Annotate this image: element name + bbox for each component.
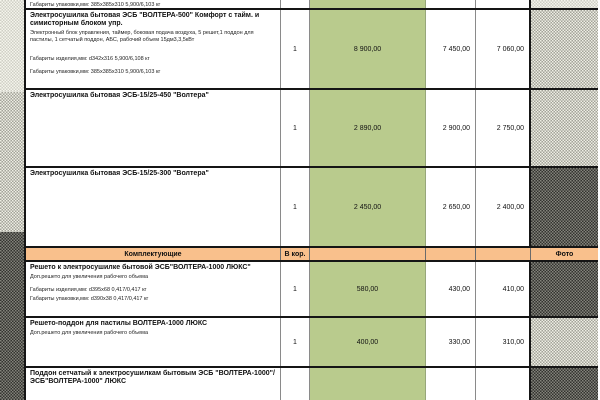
qty-cell [281, 0, 310, 8]
table-row-product [26, 10, 598, 90]
price2-cell: 2 650,00 [426, 168, 476, 246]
section-header-row [26, 248, 598, 262]
product-description-cell [26, 10, 281, 88]
price-green-cell: 2 450,00 [310, 168, 426, 246]
product-description-cell [26, 168, 281, 246]
product-photo [531, 318, 598, 366]
product-photo [531, 10, 598, 88]
product-title: Электросушилка бытовая ЭСБ "ВОЛТЕРА-500" Комфорт с тайм. и симисторным блоком упр. [30, 12, 260, 27]
product-photo [0, 92, 24, 232]
package-dimensions: Габариты упаковки,мм: d390х38 0,417/0,417 кг [30, 295, 149, 302]
product-photo [0, 232, 24, 400]
price-table [26, 0, 598, 400]
section-header-components: Комплектующие [26, 248, 281, 260]
price3-cell: 2 400,00 [476, 168, 531, 246]
product-title: Электросушилка бытовая ЭСБ-15/25-450 "Волтера" [30, 92, 209, 99]
price3-cell [476, 368, 531, 400]
table-row-accessory [26, 262, 598, 318]
product-title: Решето к электросушилке бытовой ЭСБ"ВОЛТЕРА-1000 ЛЮКС" [30, 264, 251, 271]
section-header-empty [476, 248, 531, 260]
table-row-product [26, 168, 598, 248]
price-green-cell [310, 0, 426, 8]
package-dimensions: Габариты упаковки,мм: 385х385х310 5,900/6,103 кг [30, 2, 161, 8]
price2-cell [426, 368, 476, 400]
table-row-product [26, 90, 598, 168]
table-row-partial [26, 0, 598, 10]
product-title: Решето-поддон для пастилы ВОЛТЕРА-1000 ЛЮКС [30, 320, 208, 327]
price3-cell: 410,00 [476, 262, 531, 316]
section-header-photo: Фото [531, 248, 598, 260]
price3-cell [476, 0, 531, 8]
price-green-cell: 400,00 [310, 318, 426, 366]
qty-cell: 1 [281, 90, 310, 166]
qty-cell: 1 [281, 262, 310, 316]
product-description-cell [26, 0, 281, 8]
product-dimensions: Габариты изделия,мм: d342х316 5,900/6,108 кг [30, 56, 150, 62]
section-header-empty [310, 248, 426, 260]
section-header-per-box: В кор. [281, 248, 310, 260]
price3-cell: 7 060,00 [476, 10, 531, 88]
price2-cell: 2 900,00 [426, 90, 476, 166]
qty-cell: 1 [281, 318, 310, 366]
price-green-cell: 8 900,00 [310, 10, 426, 88]
price2-cell: 330,00 [426, 318, 476, 366]
price-green-cell: 2 890,00 [310, 90, 426, 166]
price-green-cell [310, 368, 426, 400]
product-photo [0, 0, 24, 92]
section-header-empty [426, 248, 476, 260]
qty-cell: 1 [281, 168, 310, 246]
product-description: Электронный блок управления, таймер, боковая подача воздуха, 5 решет,1 поддон для пастилы, 1 сетчатый поддон, АБС, рабочий объем 15дм3,3,5кВт [30, 30, 254, 43]
product-photo [531, 262, 598, 316]
product-photo [531, 0, 598, 8]
price-green-cell: 580,00 [310, 262, 426, 316]
table-row-accessory [26, 318, 598, 368]
product-title: Электросушилка бытовая ЭСБ-15/25-300 "Волтера" [30, 170, 209, 177]
product-description: Доп.решето для увеличения рабочего объема [30, 330, 149, 336]
product-description-cell [26, 262, 281, 316]
product-photo [531, 168, 598, 246]
table-row-accessory [26, 368, 598, 400]
qty-cell: 1 [281, 10, 310, 88]
price3-cell: 310,00 [476, 318, 531, 366]
product-description-cell [26, 90, 281, 166]
product-photo [531, 90, 598, 166]
left-photo-column [0, 0, 26, 400]
price2-cell [426, 0, 476, 8]
product-description-cell [26, 368, 281, 400]
product-description-cell [26, 318, 281, 366]
product-dimensions: Габариты изделия,мм: d395х68 0,417/0,417 кг [30, 286, 147, 293]
price2-cell: 7 450,00 [426, 10, 476, 88]
qty-cell [281, 368, 310, 400]
package-dimensions: Габариты упаковки,мм: 385х385х310 5,900/6,103 кг [30, 69, 161, 75]
product-title: Поддон сетчатый к электросушилкам бытовым ЭСБ "ВОЛТЕРА-1000"/ЭСБ"ВОЛТЕРА-1000" ЛЮКС [30, 370, 275, 385]
price3-cell: 2 750,00 [476, 90, 531, 166]
product-photo [531, 368, 598, 400]
price2-cell: 430,00 [426, 262, 476, 316]
product-description: Доп.решето для увеличения рабочего объема [30, 274, 149, 280]
